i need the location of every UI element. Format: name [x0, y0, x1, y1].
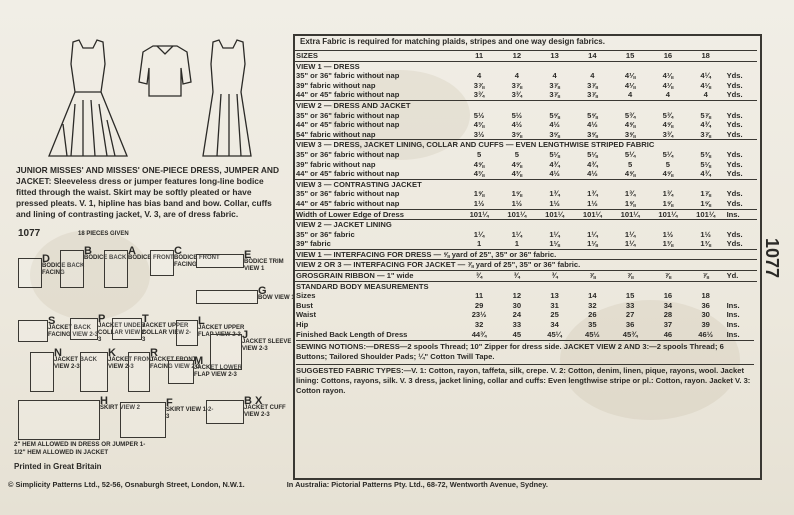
- section-header-row: [294, 61, 757, 71]
- cell-value: 4½: [549, 120, 560, 130]
- row-label: 44" or 45" fabric without nap: [296, 120, 400, 130]
- section-title: VIEW 3 — CONTRASTING JACKET: [294, 179, 757, 189]
- cell-value: 4½: [587, 120, 598, 130]
- cell-value: 4¾: [700, 120, 711, 130]
- cell-value: 45¾: [622, 329, 638, 339]
- pattern-piece-letter: T: [142, 313, 149, 325]
- cell-value: 5⅞: [700, 110, 711, 120]
- cell-value: 33: [625, 300, 635, 310]
- australia-text: In Australia: Pictorial Patterns Pty. Ltd., 68-72, Wentworth Avenue, Sydney.: [286, 480, 548, 489]
- cell-value: 4¾: [587, 159, 598, 169]
- footer: [8, 480, 788, 489]
- pattern-piece-shape: [18, 258, 42, 288]
- cell-value: 46½: [698, 329, 714, 339]
- cell-value: 4½: [587, 169, 598, 179]
- cell-value: 1⅝: [511, 189, 523, 199]
- cell-value: 1¼: [624, 239, 636, 249]
- yardage-row: [294, 90, 757, 100]
- cell-value: 5⅛: [700, 159, 711, 169]
- cell-value: 5½: [473, 110, 485, 120]
- pattern-piece-name: SKIRT VIEW 2: [100, 405, 141, 411]
- cell-value: 1½: [700, 229, 711, 239]
- cell-value: 46: [663, 329, 673, 339]
- yardage-table: [294, 50, 757, 339]
- pattern-piece-shape: [168, 360, 194, 384]
- cell-value: 15: [625, 291, 635, 301]
- cell-value: 3⅞: [549, 80, 560, 90]
- row-label: 39" fabric: [296, 239, 331, 249]
- cell-unit: Yds.: [726, 80, 743, 90]
- cell-value: 13: [536, 51, 574, 62]
- cell-unit: Yds.: [726, 120, 743, 130]
- cell-value: 4¾: [700, 169, 711, 179]
- pattern-piece-letter: R: [150, 347, 158, 359]
- row-label: 35" or 36" fabric without nap: [296, 149, 400, 159]
- cell-value: 14: [588, 291, 597, 301]
- hem-note: 2" HEM ALLOWED IN DRESS OR JUMPER 1-1/2" HEM ALLOWED IN JACKET: [14, 441, 146, 456]
- cell-value: 37: [663, 320, 673, 330]
- cell-value: 44¾: [471, 329, 487, 339]
- pattern-description: [16, 165, 284, 220]
- cell-value: 4⅜: [473, 120, 485, 130]
- pattern-piece-label: [244, 249, 294, 273]
- cell-value: 3⅝: [587, 129, 598, 139]
- row-label: 54" fabric without nap: [296, 129, 376, 139]
- pattern-piece-shape: [128, 352, 150, 392]
- row-label: 44" or 45" fabric without nap: [296, 198, 400, 208]
- row-label: 35" or 36" fabric without nap: [296, 189, 400, 199]
- cell-value: 1: [476, 239, 482, 249]
- cell-value: 4: [514, 71, 519, 81]
- cell-value: 1: [514, 239, 519, 249]
- description-heading: JUNIOR MISSES' AND MISSES' ONE-PIECE DRESS, JUMPER AND JACKET:: [16, 165, 280, 186]
- cell-value: 101¼: [574, 209, 612, 220]
- pattern-piece-shape: [60, 250, 84, 288]
- cell-unit: Ins.: [726, 300, 740, 310]
- cell-value: 12: [498, 51, 536, 62]
- cell-value: 1½: [662, 229, 674, 239]
- cell-value: 1¾: [549, 189, 560, 199]
- pattern-piece-name: BODICE BACK: [84, 255, 127, 261]
- yardage-row: [294, 199, 757, 209]
- pattern-piece-shape: [196, 254, 244, 268]
- pattern-piece-letter: A: [128, 245, 136, 257]
- cell-value: 33: [512, 320, 522, 330]
- cell-value: 4: [628, 90, 633, 100]
- cell-value: 13: [550, 291, 559, 301]
- cell-value: 1⅝: [473, 189, 485, 199]
- cell-value: 1¾: [587, 189, 598, 199]
- row-label: Sizes: [296, 291, 316, 301]
- cell-value: 3⅝: [624, 129, 636, 139]
- cell-value: 101¼: [460, 209, 498, 220]
- cell-value: ¾: [460, 271, 498, 282]
- cell-value: 5⅛: [549, 149, 560, 159]
- pattern-piece-shape: [206, 400, 244, 424]
- cell-value: 5¾: [662, 110, 674, 120]
- cell-value: 18: [687, 51, 725, 62]
- cell-value: 32: [588, 300, 597, 310]
- pattern-piece-shape: [112, 318, 142, 340]
- row-label: Waist: [296, 310, 316, 320]
- row-label: 39" fabric without nap: [296, 159, 376, 169]
- pattern-piece-letter: B: [84, 245, 92, 257]
- cell-unit: Yds.: [726, 198, 743, 208]
- cell-value: 5¼: [662, 149, 674, 159]
- cell-value: 35: [588, 320, 597, 330]
- pattern-piece-name: BODICE TRIM VIEW 1: [244, 259, 284, 272]
- extra-fabric-note: Extra Fabric is required for matching plaids, stripes and one way design fabrics.: [300, 37, 605, 46]
- cell-value: 34: [550, 320, 559, 330]
- cell-value: 5¾: [624, 110, 636, 120]
- cell-value: 3⅞: [700, 129, 711, 139]
- cell-value: 36: [625, 320, 635, 330]
- row-label: 35" or 36" fabric without nap: [296, 110, 400, 120]
- cell-value: 5⅝: [587, 110, 598, 120]
- pattern-piece-letter: L: [198, 315, 205, 327]
- cell-value: 101¼: [611, 209, 649, 220]
- interfacing-dress-row: [294, 249, 757, 260]
- cell-value: 3⅞: [473, 80, 485, 90]
- cell-value: 4⅝: [511, 159, 523, 169]
- grosgrain-row: [294, 271, 757, 282]
- cell-value: 1⅝: [624, 198, 636, 208]
- row-label: Width of Lower Edge of Dress: [294, 209, 460, 220]
- cell-unit: Ins.: [726, 329, 740, 339]
- cell-value: 4⅛: [662, 80, 674, 90]
- cell-value: 1¼: [549, 229, 560, 239]
- pattern-piece-letter: J: [242, 329, 249, 341]
- pattern-piece-letter: S: [48, 315, 56, 327]
- cell-value: 1⅛: [587, 239, 598, 249]
- cell-value: 1⅜: [662, 239, 674, 249]
- pattern-piece-shape: [30, 352, 54, 392]
- cell-value: 27: [625, 310, 635, 320]
- cell-value: 11: [475, 291, 484, 301]
- section-header-row: [294, 140, 757, 150]
- cell-value: 4: [703, 90, 708, 100]
- pattern-piece-letter: C: [174, 245, 182, 257]
- pattern-piece-shape: [150, 250, 174, 276]
- pattern-piece-name: BODICE FRONT FACING: [174, 255, 220, 268]
- cell-value: 4½: [511, 120, 523, 130]
- cell-unit: Yds.: [726, 169, 743, 179]
- cell-value: 1⅞: [700, 189, 711, 199]
- cell-value: 15: [611, 51, 649, 62]
- row-label: GROSGRAIN RIBBON — 1" wide: [294, 271, 460, 282]
- cell-value: 5½: [511, 110, 523, 120]
- pattern-piece-letter: G: [258, 285, 267, 297]
- cell-value: 3⅞: [587, 90, 598, 100]
- cell-value: 1⅜: [700, 239, 711, 249]
- pattern-piece-name: JACKET BACK FACING VIEW 2-3: [48, 325, 99, 338]
- cell-value: 24: [512, 310, 522, 320]
- yardage-row: [294, 150, 757, 160]
- yardage-row: [294, 209, 757, 220]
- yardage-row: [294, 81, 757, 91]
- pattern-piece-letter: D: [42, 253, 50, 265]
- cell-value: 101¼: [498, 209, 536, 220]
- pattern-number-vertical: 1077: [762, 238, 782, 279]
- cell-unit: Yds.: [726, 129, 743, 139]
- cell-value: 5: [628, 159, 633, 169]
- yardage-row: [294, 71, 757, 81]
- pattern-piece-name: JACKET FRONT FACING VIEW 2-3: [150, 357, 201, 370]
- cell-value: 45: [512, 329, 522, 339]
- body-measurement-row: [294, 291, 757, 301]
- cell-value: 1¾: [624, 189, 636, 199]
- pattern-piece-letter: H: [100, 395, 108, 407]
- cell-value: 4: [552, 71, 557, 81]
- cell-value: 16: [649, 51, 687, 62]
- yardage-row: [294, 160, 757, 170]
- cell-unit: Yds.: [726, 149, 743, 159]
- description-text: Sleeveless dress or jumper features long-line bodice fitted through the waist. Skirt may be softly pleated or have pressed pleats. V. 1, hipline has bias band and bow. Collar, cuffs and lining of contrasting jacket, V. 3, are of dress fabric.: [16, 176, 272, 219]
- section-title: VIEW 2 — JACKET LINING: [294, 220, 757, 230]
- pattern-piece-letter: B X: [244, 395, 263, 407]
- cell-value: 101¼: [536, 209, 574, 220]
- cell-value: 30: [701, 310, 710, 320]
- cell-value: 4⅜: [473, 169, 485, 179]
- pattern-piece-name: JACKET UPPER FLAP VIEW 2-3: [198, 325, 245, 338]
- cell-value: 1½: [549, 198, 560, 208]
- cell-value: 5⅝: [549, 110, 560, 120]
- cell-value: 5⅛: [587, 149, 598, 159]
- cell-unit: Yds.: [726, 229, 743, 239]
- cell-value: 4⅜: [511, 169, 523, 179]
- cell-value: 4⅝: [624, 120, 636, 130]
- pattern-piece-shape: [176, 320, 198, 346]
- suggested-fabrics: SUGGESTED FABRIC TYPES:—V. 1: Cotton, rayon, taffeta, silk, crepe. V. 2: Cotton, denim, linen, pique, rayons, wool. Jacket lining: Cottons, rayons, silk. V. 3 dress, jacket lining, collar and cuffs: Even lengthwise stripe or pl.: Cotton, rayon. Jacket V. 3: Cotton rayon.: [296, 364, 754, 396]
- yardage-row: [294, 239, 757, 249]
- pieces-given: 18 PIECES GIVEN: [78, 231, 129, 237]
- body-measurement-row: [294, 301, 757, 311]
- cell-value: 1½: [473, 198, 485, 208]
- cell-value: 3⅞: [549, 90, 560, 100]
- section-title: STANDARD BODY MEASUREMENTS: [294, 281, 757, 291]
- cell-value: 45½: [584, 329, 600, 339]
- sewing-notions: SEWING NOTIONS:—DRESS—2 spools Thread; 10" Zipper for dress side. JACKET VIEW 2 AND 3:—2 spools Thread; 6 Buttons; Tailored Shoulder Pads; ¼" Cotton Twill Tape.: [296, 340, 754, 362]
- body-measurement-row: [294, 330, 757, 340]
- cell-value: ⅞: [649, 271, 687, 282]
- cell-value: 14: [574, 51, 612, 62]
- cell-value: 1½: [511, 198, 523, 208]
- cell-value: ⅞: [611, 271, 649, 282]
- pattern-piece-name: JACKET FRONT VIEW 2-3: [108, 357, 155, 370]
- pattern-piece-name: JACKET LOWER FLAP VIEW 2-3: [194, 365, 242, 378]
- cell-value: 4⅛: [624, 80, 636, 90]
- cell-unit: Yds.: [726, 159, 743, 169]
- pattern-piece-label: [244, 395, 294, 419]
- cell-value: 4: [665, 90, 671, 100]
- yardage-row: [294, 130, 757, 140]
- pattern-piece-name: JACKET BACK VIEW 2-3: [54, 357, 98, 370]
- cell-value: 101¼: [687, 209, 725, 220]
- pattern-piece-label: [242, 329, 292, 353]
- cell-value: ⅞: [687, 271, 725, 282]
- cell-value: 3½: [473, 129, 485, 139]
- cell-value: 1¼: [587, 229, 598, 239]
- pattern-piece-letter: N: [54, 347, 62, 359]
- pattern-piece-name: SKIRT VIEW 1-2-3: [166, 407, 214, 420]
- yardage-row: [294, 189, 757, 199]
- cell-value: 18: [701, 291, 710, 301]
- cell-value: 32: [474, 320, 484, 330]
- cell-value: 4⅝: [624, 169, 636, 179]
- cell-value: 4: [476, 71, 482, 81]
- cell-value: 3¾: [473, 90, 485, 100]
- cell-unit: [725, 291, 757, 301]
- cell-unit: Yds.: [726, 110, 743, 120]
- cell-value: 1¼: [624, 229, 636, 239]
- cell-value: 4¾: [549, 159, 560, 169]
- cell-value: 3⅞: [511, 80, 523, 90]
- cell-value: 25: [550, 310, 559, 320]
- cell-value: 4⅝: [662, 120, 674, 130]
- pattern-piece-letter: P: [98, 313, 106, 325]
- cell-value: 5: [514, 149, 519, 159]
- body-measurements-title-row: [294, 281, 757, 291]
- pattern-piece-letter: F: [166, 397, 173, 409]
- pattern-piece-name: JACKET UNDER COLLAR VIEW 2-3: [98, 323, 147, 343]
- sizes-header-row: [294, 51, 757, 62]
- cell-value: 28: [663, 310, 673, 320]
- row-label: 39" fabric without nap: [296, 80, 376, 90]
- cell-value: 12: [512, 291, 522, 301]
- cell-value: 3⅞: [587, 80, 598, 90]
- cell-value: 3¾: [511, 90, 523, 100]
- copyright-text: © Simplicity Patterns Ltd., 52-56, Osnaburgh Street, London, N.W.1.: [8, 480, 245, 489]
- cell-value: 1⅝: [662, 198, 674, 208]
- cell-unit: Yds.: [726, 189, 743, 199]
- cell-value: 1¼: [473, 229, 485, 239]
- cell-value: 3⅝: [549, 129, 560, 139]
- cell-unit: [725, 51, 757, 62]
- cell-value: 29: [474, 300, 484, 310]
- cell-value: 4⅛: [624, 71, 636, 81]
- cell-unit: Yd.: [725, 271, 757, 282]
- section-title: VIEW 2 OR 3 — INTERFACING FOR JACKET — ⅞ yard of 25", 35" or 36" fabric.: [294, 260, 757, 271]
- body-measurement-row: [294, 320, 757, 330]
- cell-value: ¾: [536, 271, 574, 282]
- section-header-row: [294, 220, 757, 230]
- row-label: 35" or 36" fabric: [296, 229, 355, 239]
- pattern-piece-letter: E: [244, 249, 252, 261]
- pattern-piece-shape: [18, 400, 100, 440]
- cell-value: 4½: [549, 169, 560, 179]
- garment-illustrations: [45, 34, 285, 162]
- pattern-number: 1077: [18, 228, 41, 239]
- cell-unit: Ins.: [726, 310, 740, 320]
- pattern-piece-name: JACKET SLEEVE VIEW 2-3: [242, 339, 292, 352]
- row-label: Hip: [296, 320, 309, 330]
- pattern-piece-name: BODICE FRONT: [128, 255, 174, 261]
- cell-value: 4: [590, 71, 595, 81]
- cell-value: 11: [460, 51, 498, 62]
- cell-value: 5: [665, 159, 671, 169]
- cell-value: ¾: [498, 271, 536, 282]
- cell-unit: Yds.: [726, 90, 743, 100]
- row-label: 44" or 45" fabric without nap: [296, 90, 400, 100]
- yardage-row: [294, 120, 757, 130]
- row-label: Finished Back Length of Dress: [296, 329, 408, 339]
- cell-value: 4⅛: [700, 80, 711, 90]
- row-label: 44" or 45" fabric without nap: [296, 169, 400, 179]
- pattern-piece-name: JACKET CUFF VIEW 2-3: [244, 405, 286, 418]
- pattern-piece-shape: [120, 402, 166, 438]
- cell-value: 1⅝: [700, 198, 711, 208]
- cell-unit: Yds.: [726, 239, 743, 249]
- pattern-piece-name: JACKET UPPER COLLAR VIEW 2-3: [142, 323, 191, 343]
- pattern-piece-shape: [80, 352, 108, 392]
- cell-value: 1½: [587, 198, 598, 208]
- section-title: VIEW 1 — DRESS: [294, 61, 757, 71]
- cell-value: 3¾: [662, 129, 674, 139]
- cell-unit: Ins.: [725, 209, 757, 220]
- cell-value: 1⅛: [549, 239, 560, 249]
- cell-value: 16: [663, 291, 673, 301]
- pattern-piece-letter: M: [194, 355, 204, 367]
- cell-value: 1¾: [662, 189, 674, 199]
- cell-value: 39: [701, 320, 710, 330]
- row-label: 35" or 36" fabric without nap: [296, 71, 400, 81]
- pattern-piece-name: BOW VIEW 1: [258, 295, 295, 301]
- cell-value: 4⅝: [662, 169, 674, 179]
- cell-unit: Ins.: [726, 320, 740, 330]
- section-title: VIEW 3 — DRESS, JACKET LINING, COLLAR AND CUFFS — EVEN LENGTHWISE STRIPED FABRIC: [294, 140, 757, 150]
- yardage-row: [294, 169, 757, 179]
- yardage-row: [294, 111, 757, 121]
- cell-value: 4⅛: [662, 71, 674, 81]
- section-header-row: [294, 179, 757, 189]
- pattern-piece-shape: [70, 318, 98, 340]
- cell-value: 34: [663, 300, 673, 310]
- section-title: VIEW 1 — INTERFACING FOR DRESS — ⅝ yard of 25", 35" or 36" fabric.: [294, 249, 757, 260]
- cell-value: 4¼: [700, 71, 711, 81]
- row-label: SIZES: [294, 51, 460, 62]
- cell-value: 101¼: [649, 209, 687, 220]
- body-measurement-row: [294, 310, 757, 320]
- printed-in: Printed in Great Britain: [14, 462, 102, 471]
- cell-value: 45¼: [547, 329, 562, 339]
- pattern-piece-shape: [210, 334, 242, 370]
- section-title: VIEW 2 — DRESS AND JACKET: [294, 100, 757, 110]
- cell-value: 1¼: [511, 229, 523, 239]
- pattern-piece-letter: K: [108, 347, 116, 359]
- cell-value: 36: [701, 300, 710, 310]
- interfacing-jacket-row: [294, 260, 757, 271]
- cell-value: 5¼: [624, 149, 636, 159]
- cell-value: 31: [550, 300, 559, 310]
- pattern-piece-name: BODICE BACK FACING: [42, 263, 85, 276]
- cell-unit: Yds.: [726, 71, 743, 81]
- pattern-piece-shape: [104, 250, 128, 288]
- cell-value: 5: [476, 149, 482, 159]
- pattern-piece-shape: [196, 290, 258, 304]
- cell-value: ⅞: [574, 271, 612, 282]
- row-label: Bust: [296, 300, 313, 310]
- yardage-row: [294, 230, 757, 240]
- cell-value: 3⅝: [511, 129, 523, 139]
- cell-value: 5⅜: [700, 149, 711, 159]
- cell-value: 23½: [471, 310, 487, 320]
- cell-value: 26: [588, 310, 597, 320]
- cell-value: 30: [512, 300, 522, 310]
- section-header-row: [294, 100, 757, 110]
- cell-value: 4⅝: [473, 159, 485, 169]
- pattern-piece-shape: [18, 320, 48, 342]
